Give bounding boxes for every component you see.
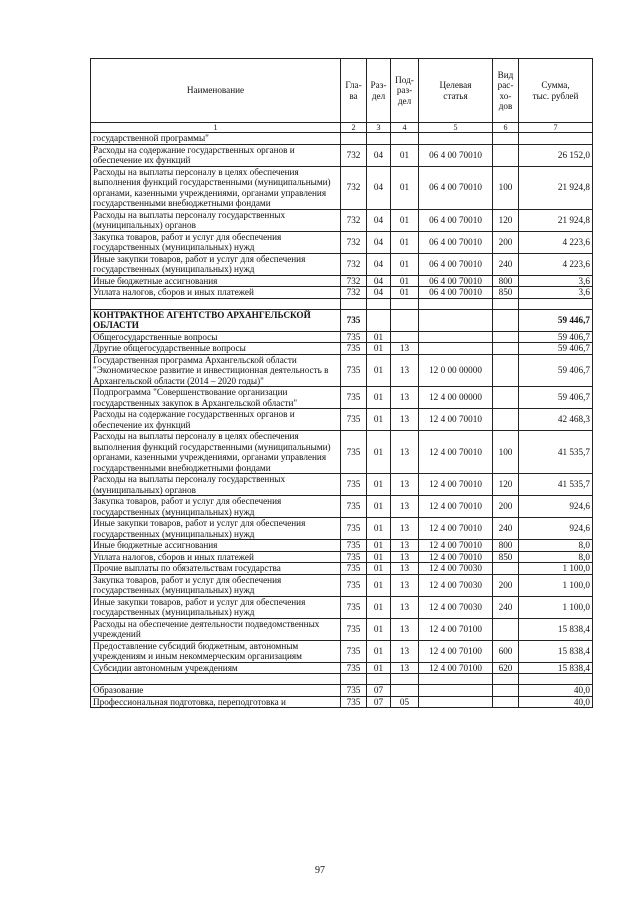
cell-razdel: 01 [367, 354, 391, 387]
cell-podrazdel: 13 [391, 563, 419, 575]
cell-podrazdel: 13 [391, 343, 419, 355]
cell-glava: 732 [341, 144, 367, 166]
cell-vid: 620 [493, 662, 519, 674]
cell-podrazdel: 13 [391, 431, 419, 474]
cell-target: 06 4 00 70010 [419, 144, 493, 166]
cell-glava: 735 [341, 431, 367, 474]
table-row [91, 640, 593, 662]
cell-sum: 3,6 [519, 275, 593, 287]
table-row [91, 275, 593, 287]
header-name: Наименование [91, 59, 341, 123]
cell-name: Расходы на содержание государственных органов и обеспечение их функций [91, 409, 341, 431]
cell-podrazdel: 13 [391, 640, 419, 662]
table-row [91, 133, 593, 145]
cell-sum: 4 223,6 [519, 231, 593, 253]
cell-vid [493, 354, 519, 387]
table-row [91, 551, 593, 563]
cell-podrazdel [391, 133, 419, 145]
column-number-row [91, 123, 593, 133]
cell-glava: 735 [341, 574, 367, 596]
cell-podrazdel: 13 [391, 618, 419, 640]
cell-glava: 735 [341, 354, 367, 387]
table-body [91, 59, 593, 708]
table-row [91, 144, 593, 166]
empty-cell [519, 674, 593, 685]
cell-name: Иные закупки товаров, работ и услуг для обеспечения государственных (муниципальных) нужд [91, 518, 341, 540]
cell-vid: 600 [493, 640, 519, 662]
cell-target: 12 4 00 70030 [419, 596, 493, 618]
cell-name: Иные бюджетные ассигнования [91, 275, 341, 287]
empty-cell [419, 674, 493, 685]
cell-name: Образование [91, 685, 341, 697]
cell-podrazdel: 13 [391, 387, 419, 409]
cell-sum: 21 924,8 [519, 209, 593, 231]
budget-table [90, 58, 593, 708]
cell-vid: 200 [493, 574, 519, 596]
empty-cell [91, 674, 341, 685]
table-row [91, 685, 593, 697]
column-number: 1 [91, 123, 341, 133]
cell-razdel: 01 [367, 409, 391, 431]
cell-glava: 732 [341, 231, 367, 253]
cell-vid: 240 [493, 518, 519, 540]
empty-cell [391, 674, 419, 685]
table-row [91, 287, 593, 299]
cell-target: 12 4 00 70030 [419, 574, 493, 596]
cell-vid: 240 [493, 596, 519, 618]
header-razdel: Раз- дел [367, 59, 391, 123]
column-number: 2 [341, 123, 367, 133]
cell-name: Закупка товаров, работ и услуг для обеспечения государственных (муниципальных) нужд [91, 496, 341, 518]
cell-glava: 735 [341, 343, 367, 355]
cell-name: Расходы на выплаты персоналу государственных (муниципальных) органов [91, 474, 341, 496]
column-number: 5 [419, 123, 493, 133]
cell-podrazdel: 13 [391, 354, 419, 387]
cell-sum: 42 468,3 [519, 409, 593, 431]
empty-cell [493, 674, 519, 685]
cell-glava: 735 [341, 685, 367, 697]
cell-razdel: 01 [367, 551, 391, 563]
table-row [91, 618, 593, 640]
empty-cell [419, 298, 493, 309]
cell-target: 12 4 00 70010 [419, 551, 493, 563]
cell-podrazdel: 13 [391, 474, 419, 496]
cell-target: 12 0 00 00000 [419, 354, 493, 387]
cell-razdel: 01 [367, 574, 391, 596]
cell-podrazdel: 05 [391, 696, 419, 708]
cell-glava: 732 [341, 166, 367, 209]
cell-name: Профессиональная подготовка, переподготовка и [91, 696, 341, 708]
cell-target [419, 331, 493, 343]
cell-vid: 120 [493, 209, 519, 231]
cell-target: 06 4 00 70010 [419, 287, 493, 299]
column-number: 6 [493, 123, 519, 133]
cell-razdel: 01 [367, 518, 391, 540]
header-sum: Сумма, тыс. рублей [519, 59, 593, 123]
cell-name: Закупка товаров, работ и услуг для обеспечения государственных (муниципальных) нужд [91, 574, 341, 596]
cell-razdel: 01 [367, 343, 391, 355]
cell-podrazdel: 01 [391, 144, 419, 166]
cell-razdel: 01 [367, 474, 391, 496]
cell-sum: 3,6 [519, 287, 593, 299]
cell-razdel: 07 [367, 685, 391, 697]
cell-podrazdel: 01 [391, 209, 419, 231]
cell-podrazdel: 13 [391, 662, 419, 674]
cell-glava: 735 [341, 640, 367, 662]
table-row [91, 354, 593, 387]
cell-sum: 15 838,4 [519, 618, 593, 640]
cell-sum: 41 535,7 [519, 474, 593, 496]
cell-name: Прочие выплаты по обязательствам государства [91, 563, 341, 575]
cell-razdel: 04 [367, 253, 391, 275]
cell-razdel [367, 309, 391, 331]
cell-sum: 59 406,7 [519, 387, 593, 409]
cell-glava: 735 [341, 551, 367, 563]
table-row [91, 574, 593, 596]
cell-podrazdel: 13 [391, 518, 419, 540]
cell-glava: 735 [341, 331, 367, 343]
cell-name: Расходы на выплаты персоналу в целях обеспечения выполнения функций государственными (муниципальными) органами, казенными учреждениями, органами управления государственными внебюджетными фондами [91, 431, 341, 474]
cell-name: государственной программы" [91, 133, 341, 145]
table-row [91, 343, 593, 355]
cell-name: Расходы на выплаты персоналу в целях обеспечения выполнения функций государственными (муниципальными) органами, казенными учреждениями, органами управления государственными внебюджетными фондами [91, 166, 341, 209]
cell-sum: 21 924,8 [519, 166, 593, 209]
cell-name: Уплата налогов, сборов и иных платежей [91, 551, 341, 563]
cell-glava: 735 [341, 387, 367, 409]
cell-target: 12 4 00 70010 [419, 540, 493, 552]
cell-target: 12 4 00 70010 [419, 496, 493, 518]
cell-target: 12 4 00 70010 [419, 431, 493, 474]
cell-glava: 735 [341, 596, 367, 618]
cell-podrazdel [391, 685, 419, 697]
table-row [91, 253, 593, 275]
cell-glava: 735 [341, 409, 367, 431]
cell-razdel: 04 [367, 209, 391, 231]
cell-razdel: 01 [367, 387, 391, 409]
cell-glava: 732 [341, 275, 367, 287]
table-row [91, 496, 593, 518]
cell-glava: 735 [341, 662, 367, 674]
header-glava: Гла- ва [341, 59, 367, 123]
cell-razdel: 04 [367, 166, 391, 209]
cell-podrazdel: 13 [391, 496, 419, 518]
cell-podrazdel [391, 309, 419, 331]
cell-vid: 200 [493, 231, 519, 253]
table-row [91, 409, 593, 431]
empty-cell [367, 674, 391, 685]
cell-razdel: 01 [367, 640, 391, 662]
cell-target: 06 4 00 70010 [419, 275, 493, 287]
cell-name: КОНТРАКТНОЕ АГЕНТСТВО АРХАНГЕЛЬСКОЙ ОБЛАСТИ [91, 309, 341, 331]
cell-vid: 240 [493, 253, 519, 275]
cell-sum: 41 535,7 [519, 431, 593, 474]
cell-vid [493, 387, 519, 409]
cell-sum: 59 406,7 [519, 354, 593, 387]
cell-sum: 40,0 [519, 685, 593, 697]
cell-razdel: 01 [367, 563, 391, 575]
table-row [91, 231, 593, 253]
cell-glava [341, 133, 367, 145]
cell-razdel: 04 [367, 144, 391, 166]
cell-name: Расходы на содержание государственных органов и обеспечение их функций [91, 144, 341, 166]
cell-target: 12 4 00 70010 [419, 409, 493, 431]
empty-cell [519, 298, 593, 309]
cell-podrazdel: 01 [391, 275, 419, 287]
cell-sum [519, 133, 593, 145]
cell-sum: 15 838,4 [519, 640, 593, 662]
cell-name: Иные закупки товаров, работ и услуг для обеспечения государственных (муниципальных) нужд [91, 253, 341, 275]
table-row [91, 431, 593, 474]
empty-cell [341, 298, 367, 309]
cell-vid: 800 [493, 540, 519, 552]
cell-target: 12 4 00 70100 [419, 618, 493, 640]
cell-podrazdel: 01 [391, 231, 419, 253]
cell-vid [493, 696, 519, 708]
cell-target [419, 309, 493, 331]
cell-name: Расходы на выплаты персоналу государственных (муниципальных) органов [91, 209, 341, 231]
spacer-row [91, 298, 593, 309]
table-row [91, 563, 593, 575]
table-row [91, 540, 593, 552]
empty-cell [91, 298, 341, 309]
cell-sum: 26 152,0 [519, 144, 593, 166]
cell-vid: 120 [493, 474, 519, 496]
cell-glava: 732 [341, 253, 367, 275]
cell-glava: 735 [341, 518, 367, 540]
cell-sum: 1 100,0 [519, 563, 593, 575]
empty-cell [391, 298, 419, 309]
cell-sum: 4 223,6 [519, 253, 593, 275]
cell-razdel: 01 [367, 662, 391, 674]
cell-razdel: 04 [367, 275, 391, 287]
cell-name: Расходы на обеспечение деятельности подведомственных учреждений [91, 618, 341, 640]
header-vid: Вид рас- хо- дов [493, 59, 519, 123]
cell-target: 06 4 00 70010 [419, 253, 493, 275]
cell-podrazdel: 01 [391, 166, 419, 209]
cell-podrazdel: 13 [391, 574, 419, 596]
cell-podrazdel: 13 [391, 551, 419, 563]
cell-target: 12 4 00 70010 [419, 518, 493, 540]
cell-name: Государственная программа Архангельской области "Экономическое развитие и инвестиционная деятельность в Архангельской области (2014 – 2020 годы)" [91, 354, 341, 387]
cell-sum: 924,6 [519, 518, 593, 540]
cell-razdel: 01 [367, 540, 391, 552]
cell-name: Другие общегосударственные вопросы [91, 343, 341, 355]
cell-vid [493, 309, 519, 331]
cell-vid: 100 [493, 431, 519, 474]
empty-cell [493, 298, 519, 309]
cell-target: 12 4 00 70100 [419, 662, 493, 674]
cell-glava: 735 [341, 563, 367, 575]
cell-vid [493, 133, 519, 145]
cell-vid: 200 [493, 496, 519, 518]
cell-name: Предоставление субсидий бюджетным, автономным учреждениям и иным некоммерческим организациям [91, 640, 341, 662]
column-number: 3 [367, 123, 391, 133]
empty-cell [341, 674, 367, 685]
cell-vid [493, 685, 519, 697]
cell-sum: 59 406,7 [519, 331, 593, 343]
cell-name: Закупка товаров, работ и услуг для обеспечения государственных (муниципальных) нужд [91, 231, 341, 253]
cell-sum: 8,0 [519, 551, 593, 563]
cell-vid: 800 [493, 275, 519, 287]
cell-target [419, 133, 493, 145]
cell-target: 06 4 00 70010 [419, 166, 493, 209]
cell-sum: 59 406,7 [519, 343, 593, 355]
cell-sum: 924,6 [519, 496, 593, 518]
spacer-row [91, 674, 593, 685]
table-row [91, 596, 593, 618]
cell-vid [493, 563, 519, 575]
table-row [91, 474, 593, 496]
table-row [91, 209, 593, 231]
table-row [91, 696, 593, 708]
cell-vid: 100 [493, 166, 519, 209]
cell-vid [493, 343, 519, 355]
cell-glava: 735 [341, 696, 367, 708]
cell-vid [493, 618, 519, 640]
cell-target [419, 696, 493, 708]
cell-razdel [367, 133, 391, 145]
cell-glava: 732 [341, 209, 367, 231]
cell-sum: 1 100,0 [519, 574, 593, 596]
cell-name: Уплата налогов, сборов и иных платежей [91, 287, 341, 299]
cell-vid: 850 [493, 551, 519, 563]
cell-razdel: 01 [367, 496, 391, 518]
cell-glava: 735 [341, 618, 367, 640]
cell-podrazdel: 13 [391, 540, 419, 552]
cell-vid [493, 409, 519, 431]
cell-sum: 15 838,4 [519, 662, 593, 674]
cell-glava: 735 [341, 309, 367, 331]
cell-podrazdel: 01 [391, 287, 419, 299]
header-target: Целевая статья [419, 59, 493, 123]
cell-sum: 1 100,0 [519, 596, 593, 618]
cell-sum: 40,0 [519, 696, 593, 708]
cell-razdel: 04 [367, 287, 391, 299]
cell-target: 12 4 00 70100 [419, 640, 493, 662]
header-podrazdel: Под- раз- дел [391, 59, 419, 123]
column-number: 7 [519, 123, 593, 133]
column-number: 4 [391, 123, 419, 133]
cell-sum: 8,0 [519, 540, 593, 552]
cell-razdel: 01 [367, 618, 391, 640]
table-row [91, 662, 593, 674]
table-row [91, 166, 593, 209]
cell-razdel: 01 [367, 331, 391, 343]
cell-name: Подпрограмма "Совершенствование организации государственных закупок в Архангельской области" [91, 387, 341, 409]
cell-target [419, 685, 493, 697]
cell-razdel: 04 [367, 231, 391, 253]
cell-glava: 735 [341, 540, 367, 552]
cell-razdel: 01 [367, 431, 391, 474]
cell-target: 12 4 00 70030 [419, 563, 493, 575]
table-row [91, 518, 593, 540]
cell-razdel: 07 [367, 696, 391, 708]
cell-vid [493, 331, 519, 343]
cell-glava: 735 [341, 496, 367, 518]
cell-podrazdel: 01 [391, 253, 419, 275]
cell-target [419, 343, 493, 355]
cell-target: 06 4 00 70010 [419, 209, 493, 231]
cell-name: Общегосударственные вопросы [91, 331, 341, 343]
cell-vid: 850 [493, 287, 519, 299]
cell-glava: 732 [341, 287, 367, 299]
cell-podrazdel: 13 [391, 596, 419, 618]
page-number: 97 [315, 865, 325, 876]
cell-name: Иные бюджетные ассигнования [91, 540, 341, 552]
cell-name: Иные закупки товаров, работ и услуг для обеспечения государственных (муниципальных) нужд [91, 596, 341, 618]
table-row [91, 387, 593, 409]
empty-cell [367, 298, 391, 309]
table-header-row [91, 59, 593, 123]
cell-target: 12 4 00 70010 [419, 474, 493, 496]
cell-podrazdel [391, 331, 419, 343]
cell-podrazdel: 13 [391, 409, 419, 431]
table-row [91, 331, 593, 343]
cell-glava: 735 [341, 474, 367, 496]
cell-name: Субсидии автономным учреждениям [91, 662, 341, 674]
cell-vid [493, 144, 519, 166]
cell-sum: 59 446,7 [519, 309, 593, 331]
cell-razdel: 01 [367, 596, 391, 618]
cell-target: 06 4 00 70010 [419, 231, 493, 253]
table-row [91, 309, 593, 331]
cell-target: 12 4 00 00000 [419, 387, 493, 409]
